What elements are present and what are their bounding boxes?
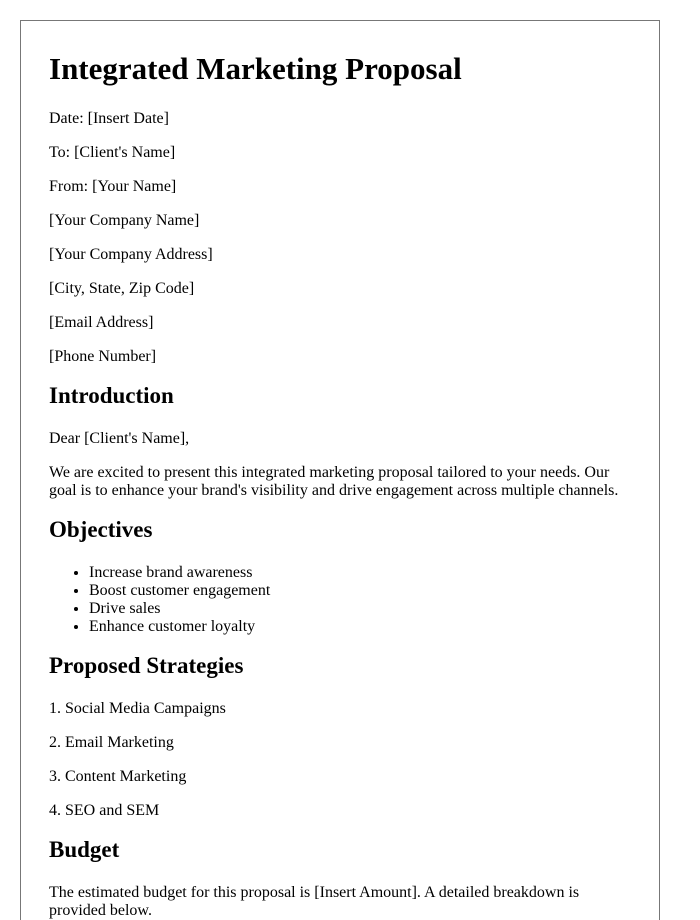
to-line: To: [Client's Name] [49, 144, 176, 161]
city-state-zip-line: [City, State, Zip Code] [49, 280, 195, 297]
strategy-item: 3. Content Marketing [49, 768, 187, 785]
email-line: [Email Address] [49, 314, 154, 331]
from-line: From: [Your Name] [49, 178, 177, 195]
date-line: Date: [Insert Date] [49, 110, 169, 127]
strategies-heading: Proposed Strategies [49, 653, 244, 678]
list-item: • Drive sales [89, 600, 631, 618]
objectives-heading: Objectives [49, 517, 153, 542]
budget-heading: Budget [49, 837, 120, 862]
list-item: • Boost customer engagement [89, 582, 631, 600]
budget-body: The estimated budget for this proposal is [Insert Amount]. A detailed breakdown is provided below. [49, 884, 580, 919]
list-item: • Increase brand awareness [89, 564, 631, 582]
company-name-line: [Your Company Name] [49, 212, 200, 229]
strategy-item: 4. SEO and SEM [49, 802, 160, 819]
list-item: • Enhance customer loyalty [89, 618, 631, 636]
strategy-item: 2. Email Marketing [49, 734, 174, 751]
objectives-list [49, 564, 631, 636]
document-page [20, 20, 660, 920]
introduction-body: We are excited to present this integrated marketing proposal tailored to your needs. Our goal is to enhance your brand's visibility and drive engagement across multiple channels. [49, 464, 619, 499]
document-title: Integrated Marketing Proposal [49, 51, 462, 86]
company-address-line: [Your Company Address] [49, 246, 213, 263]
phone-line: [Phone Number] [49, 348, 157, 365]
strategy-item: 1. Social Media Campaigns [49, 700, 226, 717]
introduction-heading: Introduction [49, 383, 174, 408]
salutation: Dear [Client's Name], [49, 430, 190, 447]
